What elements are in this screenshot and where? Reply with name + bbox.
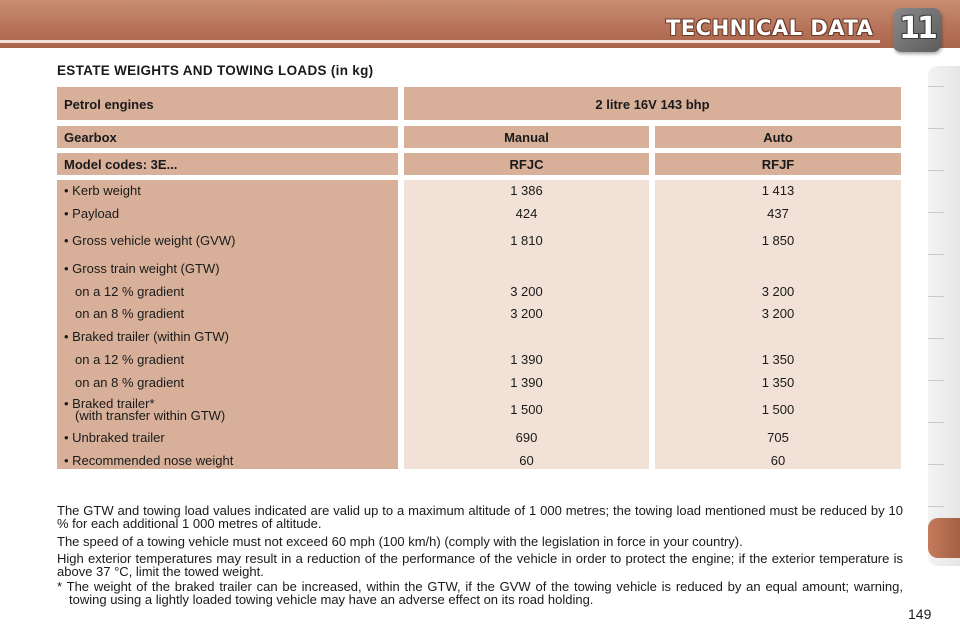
- row-manual-value: 690: [515, 430, 538, 445]
- row-auto-value: 1 350: [761, 352, 795, 367]
- tab-divider: [928, 128, 944, 129]
- section-title: ESTATE WEIGHTS AND TOWING LOADS (in kg): [57, 63, 374, 78]
- row-manual-value: 60: [519, 453, 534, 468]
- model-auto: RFJF: [761, 157, 795, 172]
- row-auto-value: 3 200: [761, 306, 795, 321]
- row-label: • Unbraked trailer: [64, 430, 165, 445]
- row-manual-value: 3 200: [510, 306, 543, 321]
- gearbox-manual: Manual: [504, 130, 549, 145]
- chapter-number: 11: [899, 11, 935, 46]
- row-label: on a 12 % gradient: [75, 284, 185, 299]
- engine-label: Petrol engines: [64, 97, 154, 112]
- page-number: 149: [908, 606, 932, 622]
- tab-divider: [928, 464, 944, 465]
- model-label: Model codes: 3E...: [64, 157, 178, 172]
- note-altitude: The GTW and towing load values indicated are valid up to a maximum altitude of 1 000 metres; the towing load mentioned must be reduced by 10 % for each additional 1 000 metres of altitude.: [57, 503, 903, 531]
- tab-divider: [928, 338, 944, 339]
- row-label-continued: (with transfer within GTW): [75, 408, 226, 423]
- model-manual-cell: [404, 153, 649, 175]
- row-label: on a 12 % gradient: [75, 352, 185, 367]
- row-auto-value: 1 350: [761, 375, 795, 390]
- note-temperature: High exterior temperatures may result in a reduction of the performance of the vehicle in order to protect the engine; if the exterior temperature is above 37 °C, limit the towed weight.: [57, 551, 903, 579]
- row-manual-value: 3 200: [510, 284, 543, 299]
- chapter-tab-strip: [928, 66, 960, 566]
- row-label: • Gross vehicle weight (GVW): [64, 233, 236, 248]
- row-label: • Recommended nose weight: [64, 453, 234, 468]
- row-auto-value: 437: [767, 206, 789, 221]
- row-label: • Braked trailer (within GTW): [64, 329, 229, 344]
- row-auto-value: 1 413: [761, 183, 795, 198]
- tab-divider: [928, 170, 944, 171]
- page-header-title: TECHNICAL DATA: [666, 16, 874, 40]
- gearbox-label-cell: [57, 126, 398, 148]
- row-manual-value: 424: [515, 206, 538, 221]
- header-divider: [0, 40, 880, 43]
- tab-divider: [928, 380, 944, 381]
- row-manual-value: 1 386: [510, 183, 543, 198]
- gearbox-auto-cell: [655, 126, 901, 148]
- row-manual-value: 1 500: [510, 402, 543, 417]
- chapter-tab-active[interactable]: [928, 518, 960, 558]
- row-auto-value: 1 500: [761, 402, 795, 417]
- row-label: • Kerb weight: [64, 183, 141, 198]
- row-label: • Gross train weight (GTW): [64, 261, 220, 276]
- tab-divider: [928, 506, 944, 507]
- row-label: • Braked trailer*: [64, 396, 155, 411]
- label-column: [57, 180, 398, 469]
- tab-divider: [928, 296, 944, 297]
- tab-divider: [928, 86, 944, 87]
- gearbox-label: Gearbox: [64, 130, 117, 145]
- tab-divider: [928, 212, 944, 213]
- row-auto-value: 705: [767, 430, 789, 445]
- row-label: on an 8 % gradient: [75, 375, 185, 390]
- engine-value: 2 litre 16V 143 bhp: [595, 97, 710, 112]
- tab-divider: [928, 422, 944, 423]
- auto-column: [655, 180, 901, 469]
- chapter-badge: [893, 8, 941, 52]
- gearbox-manual-cell: [404, 126, 649, 148]
- row-auto-value: 60: [770, 453, 786, 468]
- row-manual-value: 1 390: [510, 352, 543, 367]
- gearbox-auto: Auto: [763, 130, 793, 145]
- manual-column: [404, 180, 649, 469]
- engine-label-cell: [57, 87, 398, 120]
- model-auto-cell: [655, 153, 901, 175]
- row-auto-value: 1 850: [761, 233, 795, 248]
- model-label-cell: [57, 153, 398, 175]
- row-auto-value: 3 200: [761, 284, 795, 299]
- engine-value-cell: [404, 87, 901, 120]
- note-speed: The speed of a towing vehicle must not exceed 60 mph (100 km/h) (comply with the legislation in force in your country).: [57, 534, 743, 549]
- row-label: • Payload: [64, 206, 120, 221]
- row-label: on an 8 % gradient: [75, 306, 185, 321]
- row-manual-value: 1 390: [510, 375, 543, 390]
- tab-divider: [928, 254, 944, 255]
- note-footnote: * The weight of the braked trailer can be increased, within the GTW, if the GVW of the towing vehicle is reduced by an equal amount; warning, towing using a lightly loaded towing vehicle may have an adverse effect on its road holding.: [57, 579, 903, 607]
- row-manual-value: 1 810: [510, 233, 543, 248]
- model-manual: RFJC: [509, 157, 544, 172]
